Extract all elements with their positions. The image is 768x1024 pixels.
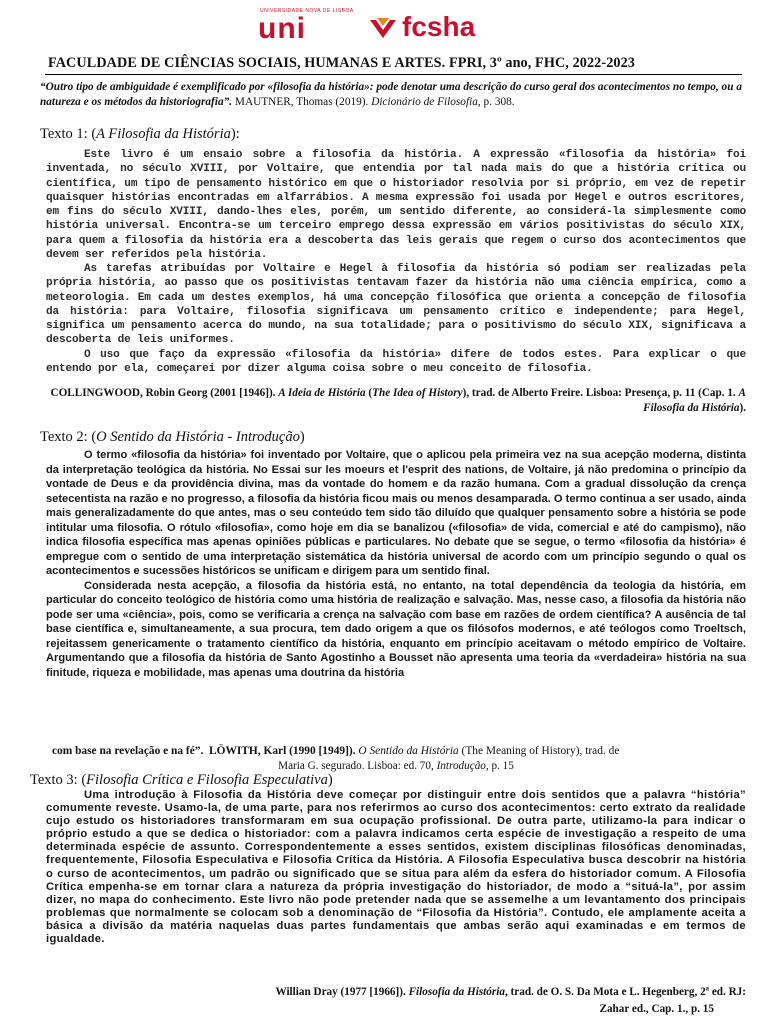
texto2-cite-publisher: Maria G. segurado. Lisboa: ed. 70, xyxy=(278,760,437,772)
texto1-cite-part: ( xyxy=(365,387,373,399)
epigraph-quote: “Outro tipo de ambiguidade é exemplificado por «filosofia da história»: pode denotar uma descrição do curso geral dos acontecimentos no tempo, ou a natureza e os métodos da historiografia”. xyxy=(40,81,742,108)
fcsh-logo xyxy=(368,12,518,46)
texto1-cite-author: COLLINGWOOD, Robin Georg (2001 [1946]). xyxy=(50,387,279,399)
texto3-close: ) xyxy=(327,772,333,788)
texto2-cite-book: O Sentido da História xyxy=(358,745,459,757)
epigraph-author: MAUTNER, Thomas (2019). xyxy=(232,96,372,108)
texto2-citation xyxy=(52,744,746,759)
texto2-cite-author: LÖWITH, Karl (1990 [1949]). xyxy=(209,745,359,757)
texto1-paragraph: As tarefas atribuídas por Voltaire e Hegel à filosofia da história só podiam ser realizadas pela própria história, ao passo que os positivistas tentavam fazer da história não uma ciência empírica, como a meteorologia. Em cada um destes exemplos, há uma concepção filosófica que orienta a concepção de filosofia da história: para Voltaire, filosofia significava um pensamento crítico e independente; para Hegel, significa um pensamento acerca do mundo, na sua totalidade; para o positivismo do século XIX, significava a descoberta de leis uniformes. xyxy=(46,263,746,347)
title-divider xyxy=(45,74,742,75)
page-title: FACULDADE DE CIÊNCIAS SOCIAIS, HUMANAS E ARTES. FPRI, 3º ano, FHC, 2022-2023 xyxy=(48,55,635,71)
texto1-cite-original: The Idea of History xyxy=(372,387,463,399)
texto2-body xyxy=(46,448,746,680)
texto1-title: A Filosofia da História xyxy=(96,126,231,142)
fcsh-emblem-icon xyxy=(368,16,398,42)
texto3-citation xyxy=(46,985,746,1000)
texto3-cite-trans: , trad. de O. S. Da Mota e L. Hegenberg, 2ª ed. RJ: xyxy=(504,986,746,998)
texto2-cite-trans: (The Meaning of History), trad. de xyxy=(458,745,620,757)
texto1-close: ): xyxy=(230,126,240,142)
unl-logo xyxy=(258,8,358,46)
texto3-heading xyxy=(30,772,333,789)
texto1-cite-chapter: A Filosofia da História xyxy=(643,387,746,414)
unl-logo-text: uni xyxy=(258,12,306,45)
texto3-cite-book: Filosofia da História xyxy=(408,986,505,998)
texto2-paragraph: Considerada nesta acepção, a filosofia da história está, no entanto, na total dependência da teologia da história, em particular do conceito teológico de história como uma história de realização e salvação. Mas, nesse caso, a filosofia da história não pode ser uma «ciência», pois, como se verificaria a crença na salvação com base em razões de ordem científica? A ausência de tal base científica e, simultaneamente, a sua procura, tem dado origem a que os filósofos modernos, e até teólogos como Troeltsch, rejeitassem genericamente o tratamento científico da história, enquanto em princípio aceitavam o método empírico de Voltaire. Argumentando que a filosofia da história de Santo Agostinho a Bousset não apresenta uma teoria da «verdadeira» história na sua finitude, riqueza e mobilidade, mas apenas uma doutrina da história xyxy=(46,579,746,679)
logo-bar xyxy=(0,6,768,48)
texto2-tail: com base na revelação e na fé”. xyxy=(52,745,204,757)
unl-logo-subtitle: UNIVERSIDADE NOVA DE LISBOA xyxy=(260,8,354,14)
texto3-body xyxy=(46,789,746,946)
texto1-cite-pub: ), trad. de Alberto Freire. Lisboa: Presença, p. 11 (Cap. 1. xyxy=(462,387,739,399)
epigraph-book: Dicionário de Filosofia xyxy=(371,96,478,108)
texto1-paragraph: O uso que faço da expressão «filosofia da história» difere de todos estes. Para explicar o que entendo por ela, começarei por dizer alguma coisa sobre o meu conceito de filosofia. xyxy=(46,348,746,375)
texto2-heading xyxy=(40,429,305,446)
texto3-label: Texto 3: ( xyxy=(30,772,87,788)
texto1-heading xyxy=(40,126,240,143)
texto2-title: O Sentido da História - Introdução xyxy=(96,429,300,445)
texto1-paragraph: Este livro é um ensaio sobre a filosofia da história. A expressão «filosofia da história» foi inventada, no século XVIII, por Voltaire, que entendia por tal nada mais do que a história crítica ou científica, um tipo de pensamento histórico em que o historiador resolvia por si próprio, em vez de repetir quaisquer histórias encontradas em alfarrábios. A mesma expressão foi usada por Hegel e outros escritores, em fins do século XVIII, dando-lhes eles, porém, um sentido diferente, ao considerá-la simplesmente como história universal. Encontra-se um terceiro emprego dessa expressão em vários positivistas do século XIX, para quem a filosofia da história era a descoberta das leis gerais que regem o curso dos acontecimentos que devem ser referidos pela história. xyxy=(46,149,746,261)
texto1-body xyxy=(46,148,746,376)
texto2-cite-chapter: Introdução xyxy=(436,760,486,772)
texto3-citation-line2 xyxy=(46,1002,714,1017)
texto2-paragraph: O termo «filosofia da história» foi inventado por Voltaire, que o aplicou pela primeira vez na sua acepção moderna, distinta da interpretação teológica da história. No Essai sur les moeurs et l'esprit des nations, de Voltaire, já não predomina o princípio da vontade de Deus e da providência divina, mas da vontade do homem e da razão humana. Com a gradual dissolução da crença setecentista na razão e no progresso, a filosofia da história ficou mais ou menos desamparada. O termo continua a ser usado, ainda mais generalizadamente do que antes, mas o seu conteúdo tem sido tão diluído que qualquer pensamento sobre a história se pode intitular uma filosofia. O rótulo «filosofia», como hoje em dia se banalizou («filosofia» de vida, comercial e até do campismo), não indica filosofia específica mas apenas opiniões públicas e particulares. No debate que se segue, o termo «filosofia da história» é empregue com o sentido de uma interpretação sistemática da história universal de acordo com um princípio segundo o qual os acontecimentos e sucessões históricos se unificam e dirigem para um sentido final. xyxy=(46,449,746,577)
texto1-citation xyxy=(46,386,746,416)
texto3-cite-author: Willian Dray (1977 [1966]). xyxy=(275,986,409,998)
texto1-cite-end: ). xyxy=(739,402,746,414)
fcsh-logo-text: fcsha xyxy=(402,11,476,42)
texto3-cite-publisher: Zahar ed., Cap. 1., p. 15 xyxy=(599,1003,714,1015)
texto1-label: Texto 1: ( xyxy=(40,126,97,142)
texto2-cite-page: , p. 15 xyxy=(485,760,514,772)
texto1-cite-book: A Ideia de História xyxy=(278,387,366,399)
texto2-label: Texto 2: ( xyxy=(40,429,97,445)
texto3-paragraph: Uma introdução à Filosofia da História deve começar por distinguir entre dois sentidos que a palavra “história” comumente reveste. Usamo-la, de uma parte, para nos referirmos ao curso dos acontecimentos: certo extrato da realidade cujo estudo os historiadores transformaram em sua ocupação profissional. De outra parte, utilizamo-la para indicar o próprio estudo a que se dedica o historiador: com a palavra indicamos certa espécie de investigação a respeito de uma determinada espécie de assunto. Correspondentemente a esses sentidos, existem disciplinas filosóficas denominadas, frequentemente, Filosofia Especulativa e Filosofia Crítica da História. A Filosofia Especulativa busca descobrir na história o curso de acontecimentos, um padrão ou significado que se situa para além da esfera do historiador comum. A Filosofia Crítica empenha-se em tornar clara a natureza da própria investigação do historiador, de modo a “situá-la”, por assim dizer, no mapa do conhecimento. Este livro não pode pretender nada que se assemelhe a um levantamento dos principais problemas que normalmente se colocam sob a denominação de “Filosofia da História”. Contudo, ele amplamente aceita a básica a divisão da matéria naquelas duas partes fundamentais que ambas serão aqui examinadas e em termos de igualdade. xyxy=(46,789,746,946)
texto2-close: ) xyxy=(299,429,305,445)
texto3-title: Filosofia Crítica e Filosofia Especulativa xyxy=(86,772,328,788)
epigraph xyxy=(40,80,746,110)
epigraph-page: , p. 308. xyxy=(477,96,515,108)
